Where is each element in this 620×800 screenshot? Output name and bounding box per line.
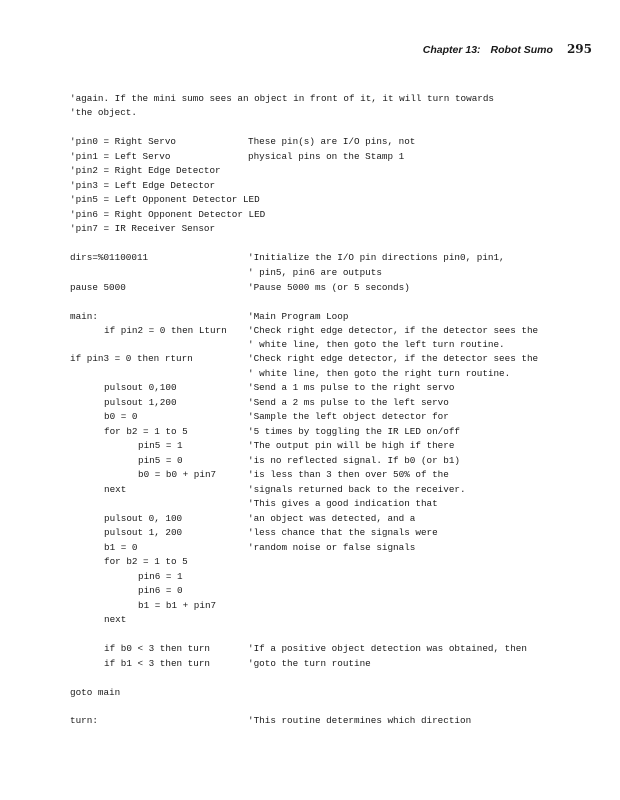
code-statement: pulsout 1,200 — [104, 397, 177, 408]
code-comment: 'less chance that the signals were — [248, 527, 438, 538]
code-comment: These pin(s) are I/O pins, not — [248, 136, 416, 147]
code-comment: 'The output pin will be high if there — [248, 440, 455, 451]
code-statement: 'again. If the mini sumo sees an object in front of it, it will turn towards — [70, 93, 495, 104]
code-statement: pulsout 0,100 — [104, 382, 177, 393]
page-number: 295 — [566, 42, 592, 56]
code-statement: next — [104, 484, 127, 495]
code-comment: 'is no reflected signal. If b0 (or b1) — [248, 455, 461, 466]
code-statement: 'pin6 = Right Opponent Detector LED — [70, 209, 266, 220]
code-statement: for b2 = 1 to 5 — [104, 426, 188, 437]
chapter-title: Robot Sumo — [490, 44, 553, 56]
code-statement: if b0 < 3 then turn — [104, 643, 211, 654]
code-statement: b1 = 0 — [104, 542, 138, 553]
code-comment: 'signals returned back to the receiver. — [248, 484, 466, 495]
code-comment: '5 times by toggling the IR LED on/off — [248, 426, 461, 437]
code-comment: 'Send a 2 ms pulse to the left servo — [248, 397, 449, 408]
chapter-label: Chapter 13: — [422, 44, 481, 56]
code-comment: 'is less than 3 then over 50% of the — [248, 469, 449, 480]
code-statement: 'pin7 = IR Receiver Sensor — [70, 223, 216, 234]
code-statement: pulsout 1, 200 — [104, 527, 183, 538]
code-statement: main: — [70, 311, 98, 322]
code-comment: 'Main Program Loop — [248, 311, 349, 322]
code-statement: next — [104, 614, 127, 625]
code-statement: b0 = 0 — [104, 411, 138, 422]
code-statement: pin6 = 1 — [138, 571, 183, 582]
code-statement: pin5 = 0 — [138, 455, 183, 466]
code-statement: pin6 = 0 — [138, 585, 183, 596]
code-comment: 'This gives a good indication that — [248, 498, 438, 509]
code-statement: 'the object. — [70, 107, 137, 118]
code-comment: 'If a positive object detection was obtained, then — [248, 643, 527, 654]
code-comment: 'Pause 5000 ms (or 5 seconds) — [248, 282, 410, 293]
code-statement: if b1 < 3 then turn — [104, 658, 211, 669]
code-comment: 'Check right edge detector, if the detector sees the — [248, 353, 539, 364]
running-header — [423, 42, 592, 56]
code-statement: if pin2 = 0 then Lturn — [104, 325, 227, 336]
code-statement: pulsout 0, 100 — [104, 513, 183, 524]
code-comment: ' white line, then goto the right turn routine. — [248, 368, 511, 379]
code-statement: dirs=%01100011 — [70, 252, 149, 263]
code-comment: physical pins on the Stamp 1 — [248, 151, 405, 162]
code-statement: 'pin1 = Left Servo — [70, 151, 171, 162]
code-comment: 'an object was detected, and a — [248, 513, 416, 524]
code-comment: 'Sample the left object detector for — [248, 411, 449, 422]
code-statement: 'pin3 = Left Edge Detector — [70, 180, 216, 191]
code-comment: 'random noise or false signals — [248, 542, 416, 553]
code-statement: 'pin2 = Right Edge Detector — [70, 165, 221, 176]
code-comment: ' white line, then goto the left turn routine. — [248, 339, 505, 350]
code-statement: b0 = b0 + pin7 — [138, 469, 217, 480]
code-statement: for b2 = 1 to 5 — [104, 556, 188, 567]
code-comment: ' pin5, pin6 are outputs — [248, 267, 382, 278]
code-statement: goto main — [70, 687, 121, 698]
code-comment: 'goto the turn routine — [248, 658, 371, 669]
code-statement: if pin3 = 0 then rturn — [70, 353, 193, 364]
code-comment: 'Initialize the I/O pin directions pin0, pin1, — [248, 252, 505, 263]
code-statement: 'pin5 = Left Opponent Detector LED — [70, 194, 260, 205]
code-comment: 'This routine determines which direction — [248, 715, 472, 726]
code-comment: 'Check right edge detector, if the detector sees the — [248, 325, 539, 336]
code-comment: 'Send a 1 ms pulse to the right servo — [248, 382, 455, 393]
code-statement: 'pin0 = Right Servo — [70, 136, 177, 147]
code-statement: b1 = b1 + pin7 — [138, 600, 217, 611]
code-statement: turn: — [70, 715, 98, 726]
code-statement: pause 5000 — [70, 282, 126, 293]
code-statement: pin5 = 1 — [138, 440, 183, 451]
